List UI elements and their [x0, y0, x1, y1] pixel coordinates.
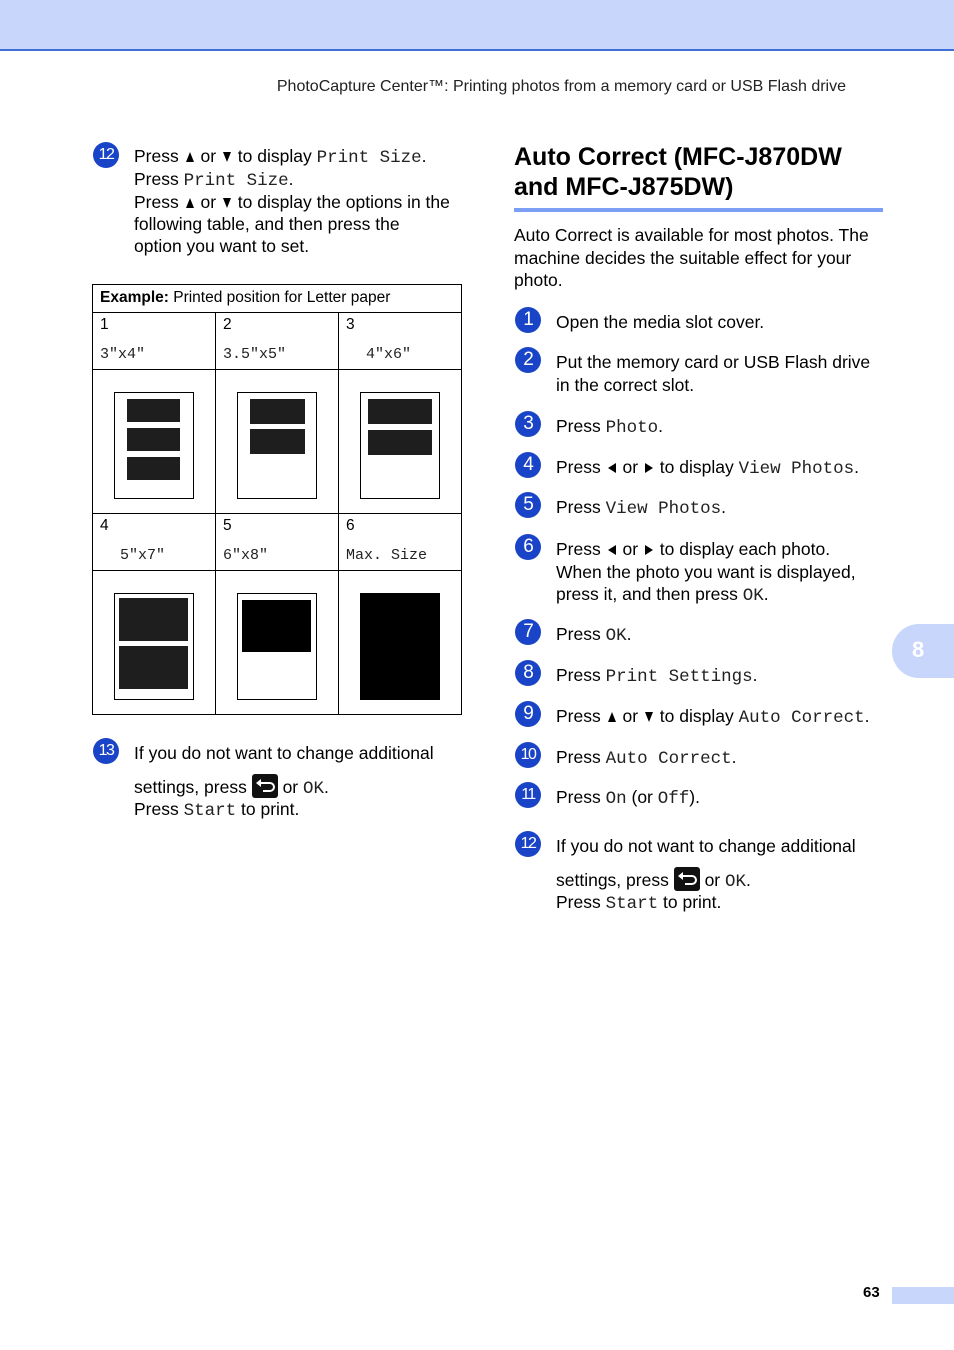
lcd-label-photo: Photo: [605, 418, 659, 438]
lcd-label-ok: OK: [605, 626, 627, 646]
down-arrow-icon: [645, 712, 653, 722]
step-number-badge: 2: [515, 347, 541, 373]
page-number-bar: [892, 1287, 954, 1304]
lcd-label-print-settings: Print Settings: [605, 667, 753, 687]
up-arrow-icon: [186, 198, 194, 208]
table-cell-size-2: 2 3.5"x5": [216, 313, 339, 370]
up-arrow-icon: [608, 712, 616, 722]
word-press: Press: [134, 192, 179, 212]
step-number-badge: 8: [515, 660, 541, 686]
word-to-display: to display: [237, 146, 312, 166]
step-number-badge: 10: [515, 742, 541, 768]
section-heading: Auto Correct (MFC-J870DW and MFC-J875DW): [514, 143, 842, 201]
left-arrow-icon: [608, 545, 616, 555]
paper-sheet: [360, 392, 440, 499]
paper-sheet: [114, 392, 194, 499]
step-number-badge: 6: [515, 534, 541, 560]
layout-illustration-3: [339, 370, 462, 514]
step-text: If you do not want to change additional: [134, 743, 434, 763]
up-arrow-icon: [186, 152, 194, 162]
word-or: or: [200, 192, 217, 212]
table-caption: Example: Printed position for Letter paper: [93, 285, 462, 313]
back-icon: [252, 774, 278, 798]
lcd-label-ok: OK: [725, 872, 747, 892]
word-to-print: to print.: [241, 799, 300, 819]
down-arrow-icon: [223, 152, 231, 162]
word-press: Press: [134, 146, 179, 166]
lcd-label-off: Off: [657, 789, 690, 809]
step-number-badge: 12: [93, 142, 119, 168]
word-press: Press: [134, 169, 179, 189]
paper-sheet: [237, 593, 317, 700]
right-arrow-icon: [645, 463, 653, 473]
table-cell-size-3: 3 4"x6": [339, 313, 462, 370]
table-cell-size-4: 4 5"x7": [93, 514, 216, 571]
step-number-badge: 3: [515, 411, 541, 437]
lcd-label-ok: OK: [742, 586, 764, 606]
chapter-tab: 8: [892, 624, 954, 678]
top-header-bar: [0, 0, 954, 51]
word-or: or: [200, 146, 217, 166]
paper-sheet: [237, 392, 317, 499]
lcd-label-auto-correct: Auto Correct: [605, 749, 732, 769]
left-arrow-icon: [608, 463, 616, 473]
paper-sheet: [360, 593, 440, 700]
step-number-badge: 9: [515, 701, 541, 727]
lcd-label-view-photos: View Photos: [605, 499, 722, 519]
running-header: PhotoCapture Center™: Printing photos from a memory card or USB Flash drive: [276, 78, 846, 95]
table-cell-size-6: 6 Max. Size: [339, 514, 462, 571]
step-text: to display the options in the: [237, 192, 450, 212]
table-cell-size-5: 5 6"x8": [216, 514, 339, 571]
layout-illustration-2: [216, 370, 339, 514]
step-number-badge: 12: [515, 831, 541, 857]
step-text: settings, press: [134, 777, 247, 797]
right-arrow-icon: [645, 545, 653, 555]
page-number: 63: [863, 1284, 880, 1301]
word-press: Press: [134, 799, 179, 819]
lcd-label-auto-correct: Auto Correct: [738, 708, 865, 728]
layout-illustration-1: [93, 370, 216, 514]
lcd-label-print-size: Print Size: [183, 171, 289, 191]
step-number-badge: 11: [515, 782, 541, 808]
step-number-badge: 7: [515, 619, 541, 645]
back-icon: [674, 867, 700, 891]
paper-sheet: [114, 593, 194, 700]
step-number-badge: 1: [515, 307, 541, 333]
table-cell-size-1: 1 3"x4": [93, 313, 216, 370]
lcd-label-on: On: [605, 789, 627, 809]
layout-illustration-6: [339, 571, 462, 715]
lcd-label-start: Start: [605, 894, 659, 914]
layout-illustration-5: [216, 571, 339, 715]
heading-underline: [514, 208, 883, 212]
intro-paragraph: Auto Correct is available for most photos. The machine decides the suitable effect for your photo.: [514, 225, 869, 290]
print-position-table: [92, 284, 462, 715]
lcd-label-view-photos: View Photos: [738, 459, 855, 479]
step-text: following table, and then press the: [134, 214, 400, 234]
lcd-label-ok: OK: [303, 779, 325, 799]
step-text: option you want to set.: [134, 236, 310, 256]
down-arrow-icon: [223, 198, 231, 208]
word-or: or: [282, 777, 299, 797]
step-number-badge: 4: [515, 452, 541, 478]
layout-illustration-4: [93, 571, 216, 715]
step-number-badge: 5: [515, 492, 541, 518]
lcd-label-start: Start: [183, 801, 237, 821]
lcd-label-print-size: Print Size: [316, 148, 422, 168]
step-number-badge: 13: [93, 738, 119, 764]
